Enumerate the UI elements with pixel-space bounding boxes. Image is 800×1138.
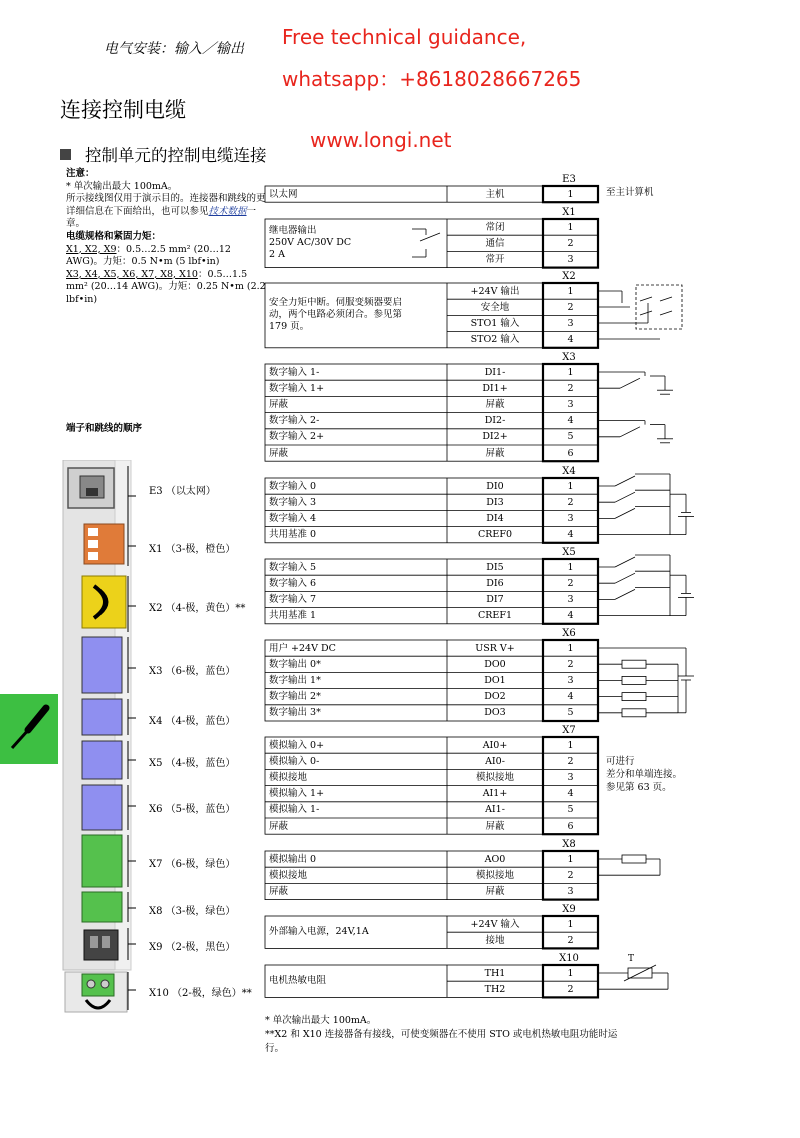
- x5-pin: 2: [567, 577, 574, 589]
- x1-group-label: 2 A: [269, 249, 285, 261]
- x5-block-name: X5: [562, 547, 576, 558]
- footnote-1: * 单次输出最大 100mA。: [265, 1015, 377, 1026]
- x7-side-note-2: 差分和单端连接。: [606, 769, 683, 780]
- x1-pin: 2: [567, 237, 574, 249]
- notes-line2a: 所示接线图仅用于演示目的。连接器和跳线的更详细信息在下面给出，也可以参见: [66, 193, 266, 217]
- x1-group-label: 继电器输出: [269, 225, 317, 237]
- x5-row-label: 数字输入 6: [269, 577, 317, 589]
- x3-signal: DI2-: [484, 415, 506, 427]
- x3-row-label: 数字输入 1-: [269, 366, 320, 378]
- x5-row-label: 数字输入 7: [269, 593, 317, 605]
- footnote-2: **X2 和 X10 连接器备有接线，可使变频器在不使用 STO 或电机热敏电阻功能时运行。: [265, 1029, 618, 1054]
- x6-block-name: X6: [562, 628, 576, 639]
- x7-side-note-3: 参见第 63 页。: [606, 782, 672, 793]
- promo-line2: whatsapp：+8618028667265: [282, 67, 582, 91]
- x1-pin: 1: [567, 221, 574, 233]
- x7-side-note-1: 可进行: [606, 756, 635, 767]
- legend-x8: X8 （3-极，绿色）: [149, 906, 236, 917]
- x3-signal: 屏蔽: [485, 447, 505, 459]
- x2-signal: STO1 输入: [470, 317, 520, 329]
- x7-pin: 1: [567, 739, 574, 751]
- x1-signal: 通信: [485, 237, 505, 249]
- x8-signal: 模拟接地: [475, 869, 514, 881]
- x4-pin: 3: [567, 512, 574, 524]
- order-heading: 端子和跳线的顺序: [66, 423, 143, 434]
- x4-signal: DI3: [486, 496, 504, 508]
- x7-signal: 屏蔽: [485, 820, 505, 832]
- x10-group-label: 电机热敏电阻: [269, 975, 327, 987]
- x2-pin: 4: [567, 334, 574, 346]
- spec2-rest: ：0.5…1.5 mm² (20…14 AWG)。力矩：0.25 N•m (2.2 lbf•in): [66, 268, 266, 305]
- x3-signal: DI1-: [484, 366, 506, 378]
- x7-pin: 5: [567, 804, 574, 816]
- x6-pin: 5: [567, 707, 574, 719]
- x8-signal: AO0: [484, 853, 506, 865]
- spec2-terms: X3, X4, X5, X6, X7, X8, X10: [66, 268, 198, 280]
- x3-row-label: 屏蔽: [269, 447, 289, 459]
- x6-row-label: 数字输出 3*: [269, 707, 321, 719]
- e3-note: 至主计算机: [606, 187, 654, 198]
- x3-row-label: 屏蔽: [269, 398, 289, 410]
- spec-heading: 电缆规格和紧固力矩：: [66, 230, 162, 242]
- x1-group-label: 250V AC/30V DC: [269, 237, 352, 249]
- x4-pin: 4: [567, 529, 574, 541]
- x5-pin: 3: [567, 593, 574, 605]
- x4-signal: CREF0: [478, 529, 512, 541]
- x1-block-name: X1: [562, 207, 576, 218]
- x2-pin: 3: [567, 317, 574, 329]
- legend-x1: X1 （3-极，橙色）: [149, 544, 236, 555]
- x8-pin: 3: [567, 885, 574, 897]
- x8-row-label: 模拟接地: [269, 869, 308, 881]
- promo-url[interactable]: www.longi.net: [310, 128, 452, 152]
- x6-signal: DO3: [484, 707, 506, 719]
- legend-x10: X10 （2-极，绿色）**: [149, 988, 252, 999]
- x7-row-label: 屏蔽: [269, 820, 289, 832]
- section-header: 电气安装：输入／输出: [104, 41, 244, 57]
- legend-x2: X2 （4-极，黄色）**: [149, 603, 246, 614]
- notes-line1: * 单次输出最大 100mA。: [66, 180, 178, 192]
- legend-e3: E3 （以太网）: [149, 486, 216, 497]
- x8-row-label: 屏蔽: [269, 885, 289, 897]
- x1-signal: 常开: [485, 253, 505, 265]
- x2-signal: STO2 输入: [470, 334, 520, 346]
- x5-pin: 4: [567, 610, 574, 622]
- x3-pin: 6: [567, 447, 574, 459]
- x6-row-label: 数字输出 0*: [269, 658, 321, 670]
- tech-data-link[interactable]: 技术数据: [208, 205, 247, 217]
- x6-row-label: 数字输出 2*: [269, 691, 321, 703]
- legend-x4: X4 （4-极，蓝色）: [149, 716, 236, 727]
- x6-signal: DO2: [484, 691, 506, 703]
- x9-pin: 1: [567, 918, 574, 930]
- x7-signal: AI0+: [482, 739, 508, 751]
- section-title-text: 控制单元的控制电缆连接: [85, 146, 267, 165]
- x3-pin: 4: [567, 415, 574, 427]
- x3-pin: 3: [567, 398, 574, 410]
- x3-pin: 1: [567, 366, 574, 378]
- x10-pin: 2: [567, 983, 574, 995]
- x6-pin: 4: [567, 691, 574, 703]
- notes-heading: 注意：: [66, 168, 95, 179]
- x2-group-label: 安全力矩中断。伺服变频器要启: [269, 297, 403, 309]
- x7-signal: AI1-: [485, 804, 505, 816]
- x9-block-name: X9: [562, 904, 576, 915]
- x6-pin: 1: [567, 642, 574, 654]
- x3-row-label: 数字输入 2-: [269, 415, 320, 427]
- x7-signal: AI1+: [482, 788, 508, 800]
- spec1-terms: X1, X2, X9: [66, 243, 117, 255]
- notes-line2b: 一章。: [66, 205, 257, 230]
- x4-block-name: X4: [562, 466, 576, 477]
- x7-side-note: [606, 755, 682, 794]
- x3-block-name: X3: [562, 352, 576, 363]
- x6-signal: DO0: [484, 658, 506, 670]
- x5-signal: DI7: [486, 593, 504, 605]
- x3-pin: 5: [567, 431, 574, 443]
- x5-pin: 1: [567, 561, 574, 573]
- x9-group-label: 外部输入电源，24V,1A: [269, 926, 369, 938]
- x7-row-label: 模拟输入 0-: [269, 755, 320, 767]
- x4-row-label: 数字输入 3: [269, 496, 317, 508]
- x2-group-label: 动，两个电路必须闭合。参见第: [269, 309, 403, 321]
- x5-signal: DI6: [486, 577, 504, 589]
- legend-x9: X9 （2-极，黑色）: [149, 942, 236, 953]
- x4-row-label: 数字输入 4: [269, 512, 317, 524]
- x10-block-name: X10: [559, 953, 579, 964]
- x8-pin: 2: [567, 869, 574, 881]
- legend-x6: X6 （5-极，蓝色）: [149, 804, 236, 815]
- x6-signal: DO1: [484, 674, 506, 686]
- x4-row-label: 数字输入 0: [269, 480, 317, 492]
- x7-signal: AI0-: [485, 755, 505, 767]
- x3-signal: 屏蔽: [485, 398, 505, 410]
- x4-signal: DI0: [486, 480, 504, 492]
- x9-signal: +24V 输入: [470, 918, 520, 930]
- x4-pin: 2: [567, 496, 574, 508]
- e3-row-label: 以太网: [269, 188, 298, 200]
- x6-pin: 3: [567, 674, 574, 686]
- x6-row-label: 用户 +24V DC: [269, 642, 336, 654]
- x2-group-label: 179 页。: [269, 321, 310, 333]
- x4-signal: DI4: [486, 512, 504, 524]
- x5-row-label: 数字输入 5: [269, 561, 317, 573]
- x8-signal: 屏蔽: [485, 885, 505, 897]
- x5-signal: CREF1: [478, 610, 512, 622]
- x10-signal: TH1: [484, 967, 506, 979]
- x6-row-label: 数字输出 1*: [269, 674, 321, 686]
- x7-row-label: 模拟接地: [269, 771, 308, 783]
- legend-x7: X7 （6-极，绿色）: [149, 859, 236, 870]
- x7-block-name: X7: [562, 725, 576, 736]
- x3-row-label: 数字输入 1+: [269, 382, 325, 394]
- x7-pin: 3: [567, 771, 574, 783]
- x3-row-label: 数字输入 2+: [269, 431, 325, 443]
- e3-signal: 主机: [485, 188, 505, 200]
- x3-signal: DI2+: [482, 431, 508, 443]
- page-title: 连接控制电缆: [60, 98, 186, 122]
- x6-pin: 2: [567, 658, 574, 670]
- x7-pin: 4: [567, 788, 574, 800]
- x7-pin: 6: [567, 820, 574, 832]
- promo-line1: Free technical guidance,: [282, 25, 527, 49]
- x2-pin: 1: [567, 285, 574, 297]
- x5-signal: DI5: [486, 561, 504, 573]
- x9-pin: 2: [567, 934, 574, 946]
- x6-signal: USR V+: [475, 642, 515, 654]
- x7-pin: 2: [567, 755, 574, 767]
- x2-pin: 2: [567, 301, 574, 313]
- footnotes: [265, 1014, 625, 1056]
- x7-row-label: 模拟输入 0+: [269, 739, 325, 751]
- x9-signal: 接地: [485, 934, 505, 946]
- e3-block-name: E3: [562, 174, 576, 185]
- x10-signal: TH2: [484, 983, 506, 995]
- x1-signal: 常闭: [485, 221, 505, 233]
- legend-x5: X5 （4-极，蓝色）: [149, 758, 236, 769]
- spec1-rest: ：0.5…2.5 mm² (20…12 AWG)。力矩：0.5 N•m (5 lbf•in): [66, 243, 231, 268]
- x7-row-label: 模拟输入 1-: [269, 804, 320, 816]
- x10-pin: 1: [567, 967, 574, 979]
- x8-row-label: 模拟输出 0: [269, 853, 317, 865]
- x1-pin: 3: [567, 253, 574, 265]
- e3-pin: 1: [567, 188, 574, 200]
- x7-signal: 模拟接地: [475, 771, 514, 783]
- x8-block-name: X8: [562, 839, 576, 850]
- x3-pin: 2: [567, 382, 574, 394]
- x3-signal: DI1+: [482, 382, 508, 394]
- x2-signal: +24V 输出: [470, 285, 520, 297]
- legend-x3: X3 （6-极，蓝色）: [149, 666, 236, 677]
- x5-row-label: 共用基准 1: [269, 610, 317, 622]
- x8-pin: 1: [567, 853, 574, 865]
- x2-signal: 安全地: [480, 301, 510, 313]
- x4-pin: 1: [567, 480, 574, 492]
- x4-row-label: 共用基准 0: [269, 529, 317, 541]
- x2-block-name: X2: [562, 271, 576, 282]
- x7-row-label: 模拟输入 1+: [269, 788, 325, 800]
- thermistor-label: T: [628, 954, 635, 964]
